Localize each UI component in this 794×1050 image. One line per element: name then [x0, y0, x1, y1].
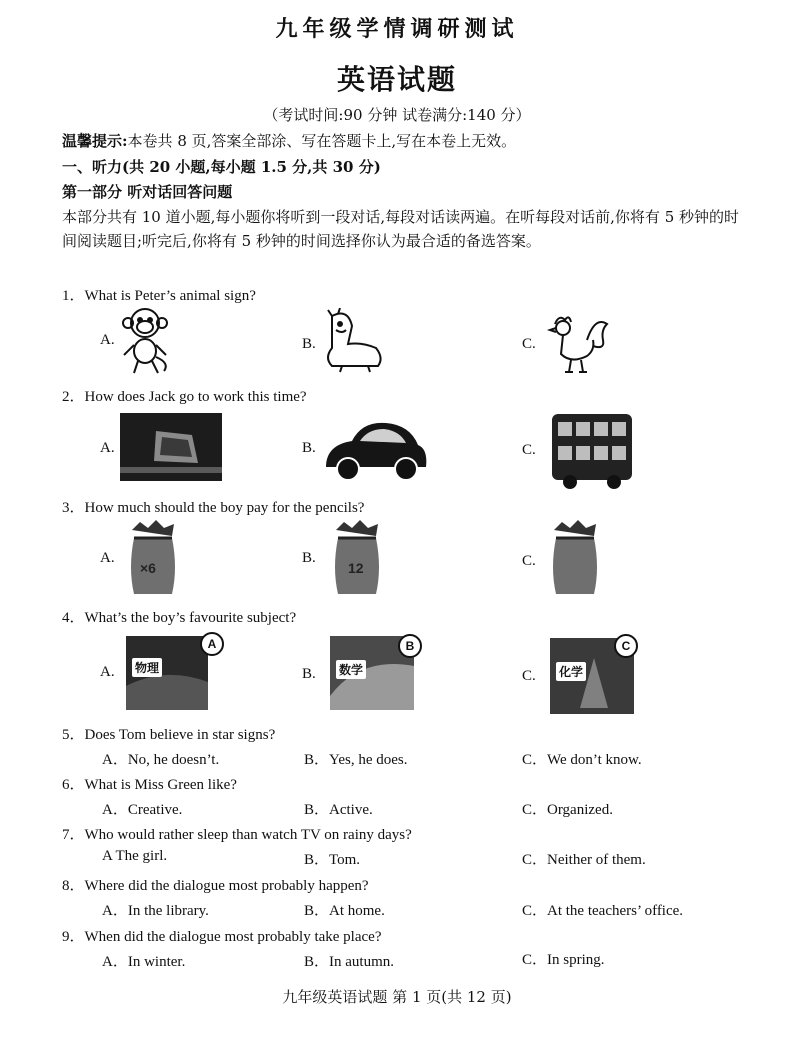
question-5-option-b: B．Yes, he does.: [304, 752, 408, 768]
question-7-stem: 7．Who would rather sleep than watch TV on rainy days?: [62, 827, 412, 843]
question-8-option-a: A．In the library.: [102, 903, 209, 919]
question-8-stem: 8．Where did the dialogue most probably happen?: [62, 878, 369, 894]
question-2-option-a: A.: [100, 440, 115, 456]
notice: [62, 130, 516, 151]
question-9-option-c: C．In spring.: [522, 952, 605, 968]
question-7-option-a: A The girl.: [102, 848, 168, 864]
question-5-option-c: C．We don’t know.: [522, 752, 642, 768]
bag-label-b: 12: [348, 560, 364, 576]
notice-label: 温馨提示:: [62, 132, 128, 150]
question-3-stem: 3．How much should the boy pay for the pencils?: [62, 500, 365, 516]
question-5-stem: 5．Does Tom believe in star signs?: [62, 727, 276, 743]
bag-icon: [330, 520, 384, 598]
question-6-option-c: C．Organized.: [522, 802, 613, 818]
question-3-option-b: B.: [302, 550, 316, 566]
notice-text: 本卷共 8 页,答案全部涂、写在答题卡上,写在本卷上无效。: [127, 132, 517, 150]
question-4-option-a: A.: [100, 664, 115, 680]
section-title: 一、听力(共 20 小题,每小题 1.5 分,共 30 分): [62, 158, 381, 176]
subway-photo: [120, 413, 222, 481]
monkey-icon: [118, 305, 172, 377]
question-1-option-a: A.: [100, 332, 115, 348]
subject-label-a: 物理: [132, 658, 162, 677]
book-cover-c: [550, 634, 646, 714]
question-1-stem: 1．What is Peter’s animal sign?: [62, 288, 256, 304]
pencil-bag-a: [126, 520, 180, 602]
question-1-option-b: B.: [302, 336, 316, 352]
question-2-option-c: C.: [522, 442, 536, 458]
question-2-option-b: B.: [302, 440, 316, 456]
question-7-option-b: B．Tom.: [304, 852, 361, 868]
question-9-option-b: B．In autumn.: [304, 954, 394, 970]
badge-a: A: [200, 632, 224, 656]
question-2-stem: 2．How does Jack go to work this time?: [62, 389, 307, 405]
book-cover-a: [126, 634, 222, 710]
question-7-option-c: C．Neither of them.: [522, 852, 646, 868]
car-icon: [322, 415, 430, 483]
instructions: 本部分共有 10 道小题,每小题你将听到一段对话,每段对话读两遍。在听每段对话前,你将有 5 秒钟的时间阅读题目;听完后,你将有 5 秒钟的时间选择你认为最合适的备选答案。: [62, 208, 740, 250]
page-footer: 九年级英语试题 第 1 页(共 12 页): [282, 988, 512, 1006]
question-6-option-b: B．Active.: [304, 802, 373, 818]
bag-label-a: ×6: [140, 560, 156, 576]
exam-info: （考试时间:90 分钟 试卷满分:140 分）: [263, 106, 531, 124]
bag-icon: [126, 520, 180, 598]
pencil-bag-c: [548, 520, 602, 602]
question-1-option-c: C.: [522, 336, 536, 352]
question-4-option-c: C.: [522, 668, 536, 684]
horse-icon: [318, 308, 390, 374]
question-4-option-b: B.: [302, 666, 316, 682]
bus-icon: [548, 408, 636, 490]
subject-label-b: 数学: [336, 660, 366, 679]
question-8-option-c: C．At the teachers’ office.: [522, 903, 684, 919]
question-5-option-a: A．No, he doesn’t.: [102, 752, 220, 768]
rooster-icon: [545, 310, 611, 376]
pencil-bag-b: [330, 520, 384, 602]
question-8-option-b: B．At home.: [304, 903, 385, 919]
question-6-option-a: A．Creative.: [102, 802, 183, 818]
subject-label-c: 化学: [556, 662, 586, 681]
bag-icon: [548, 520, 602, 598]
question-6-stem: 6．What is Miss Green like?: [62, 777, 237, 793]
part-title: 第一部分 听对话回答问题: [62, 183, 233, 201]
subject-title: 英语试题: [336, 63, 457, 96]
question-4-stem: 4．What’s the boy’s favourite subject?: [62, 610, 297, 626]
question-9-option-a: A．In winter.: [102, 954, 186, 970]
question-3-option-a: A.: [100, 550, 115, 566]
exam-title: 九年级学情调研测试: [275, 16, 519, 42]
question-9-stem: 9．When did the dialogue most probably take place?: [62, 929, 382, 945]
badge-c: C: [614, 634, 638, 658]
badge-b: B: [398, 634, 422, 658]
book-cover-b: [330, 634, 426, 710]
question-3-option-c: C.: [522, 553, 536, 569]
